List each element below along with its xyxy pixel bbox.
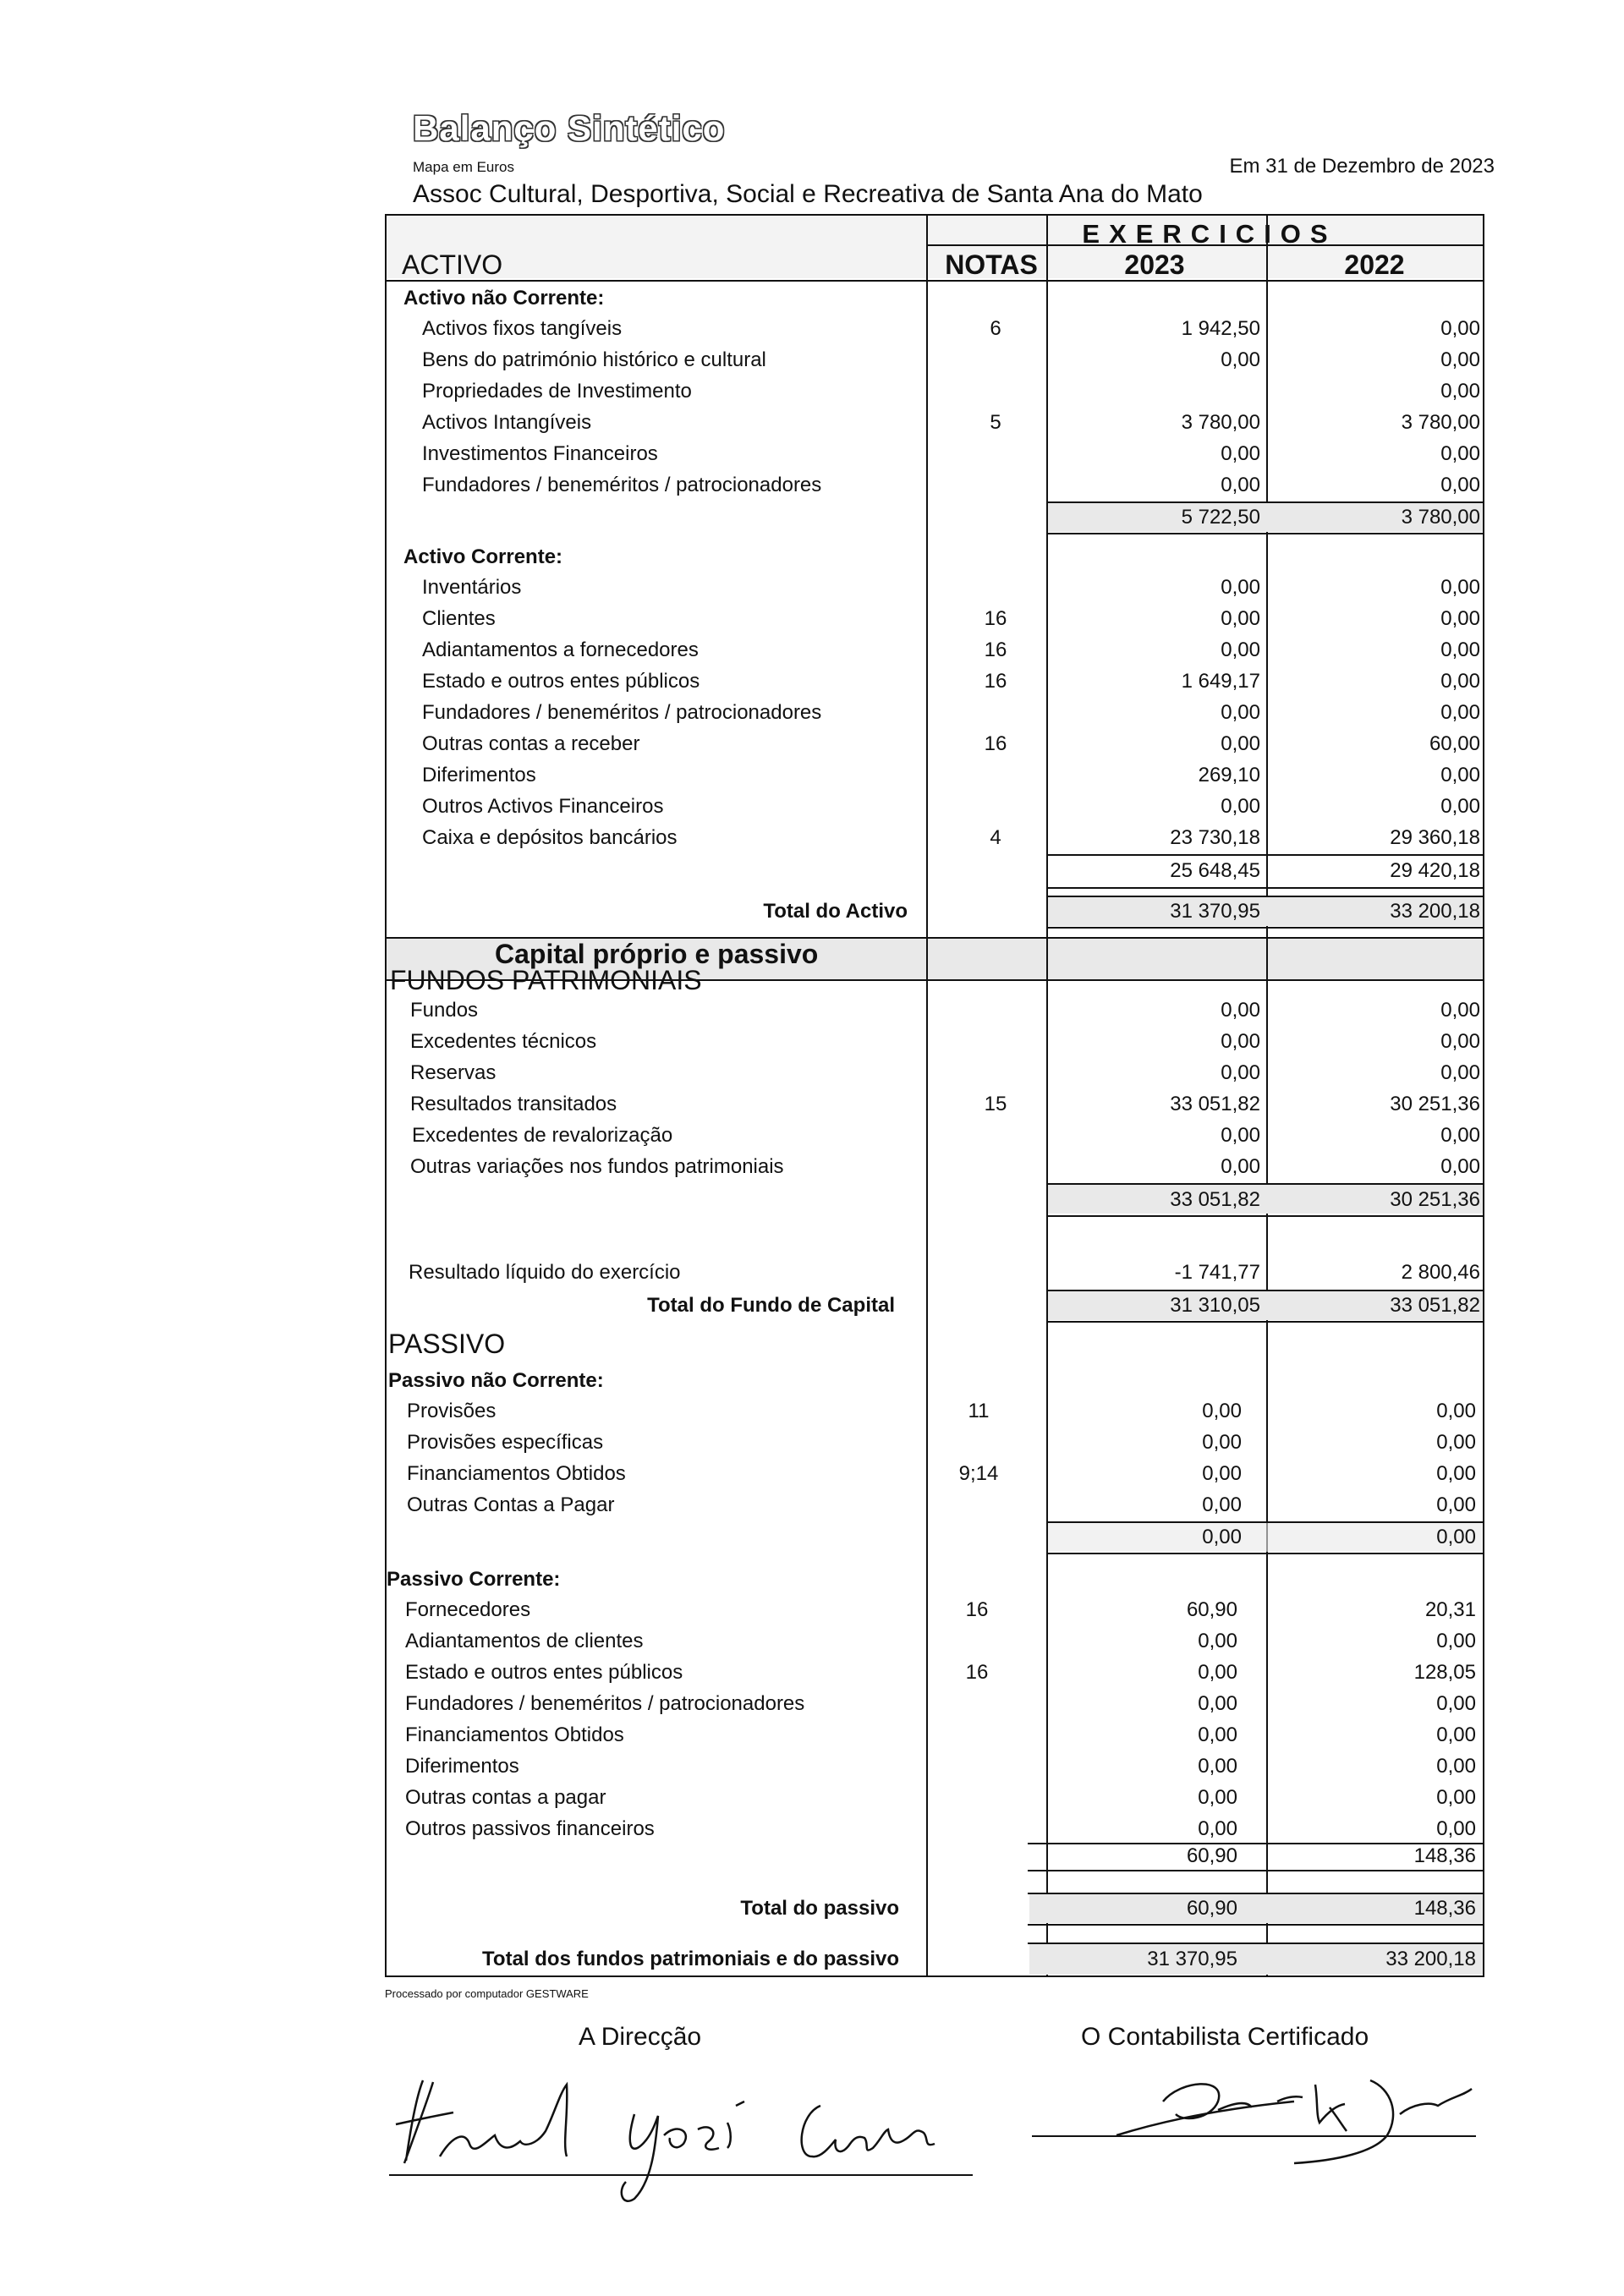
frame-top: [385, 214, 1484, 216]
table-row: Inventários 0,00 0,00: [422, 576, 1480, 599]
currency-note: Mapa em Euros: [413, 159, 514, 175]
table-row: Fundos 0,00 0,00: [410, 999, 1480, 1022]
capital-title: Capital próprio e passivo: [495, 939, 819, 969]
total-passivo-row: Total do passivo 60,90 148,36: [740, 1897, 1476, 1920]
total-rule: [1046, 1321, 1484, 1323]
contabilista-signature: [1015, 2055, 1489, 2173]
passivo-heading: PASSIVO: [388, 1329, 506, 1359]
table-row: Investimentos Financeiros 0,00 0,00: [422, 442, 1480, 465]
subtotal-rule: [1046, 533, 1484, 534]
table-row: Bens do património histórico e cultural 0,00 0,00: [422, 348, 1480, 371]
table-row: Estado e outros entes públicos 16 0,00 128,05: [405, 1661, 1476, 1684]
table-row: Outras Contas a Pagar 0,00 0,00: [407, 1493, 1476, 1516]
report-date: Em 31 de Dezembro de 2023: [1229, 155, 1495, 178]
header-exercicios: EXERCICIOS: [1082, 219, 1337, 249]
total-fundo-row: Total do Fundo de Capital 31 310,05 33 051,82: [647, 1294, 1480, 1317]
fundos-heading: FUNDOS PATRIMONIAIS: [390, 965, 702, 995]
total-activo-row: Total do Activo 31 370,95 33 200,18: [763, 900, 1480, 923]
table-row: Outros Activos Financeiros 0,00 0,00: [422, 795, 1480, 818]
table-row: Financiamentos Obtidos 9;14 0,00 0,00: [407, 1462, 1476, 1485]
frame-bottom: [385, 1975, 1484, 1977]
table-row: Outras variações nos fundos patrimoniais 0,00 0,00: [410, 1155, 1480, 1178]
subtotal-rule: [1046, 1553, 1484, 1554]
table-row: Adiantamentos de clientes 0,00 0,00: [405, 1630, 1476, 1652]
table-row: Estado e outros entes públicos 16 1 649,17 0,00: [422, 670, 1480, 693]
table-row: Activos Intangíveis 5 3 780,00 3 780,00: [422, 411, 1480, 434]
table-row: Activos fixos tangíveis 6 1 942,50 0,00: [422, 317, 1480, 340]
table-row: Outras contas a receber 16 0,00 60,00: [422, 732, 1480, 755]
table-row: Provisões específicas 0,00 0,00: [407, 1431, 1476, 1454]
subtotal-row: 60,90 148,36: [1186, 1844, 1476, 1867]
header-activo: ACTIVO: [402, 249, 503, 280]
table-row: Clientes 16 0,00 0,00: [422, 607, 1480, 630]
table-row: Excedentes de revalorização 0,00 0,00: [412, 1124, 1480, 1147]
total-rule: [1028, 1924, 1484, 1926]
subtotal-row: 33 051,82 30 251,36: [1170, 1188, 1480, 1211]
subtotal-row: 0,00 0,00: [1202, 1526, 1476, 1548]
subtotal-rule: [1046, 1215, 1484, 1217]
table-row: Fundadores / beneméritos / patrocionadores 0,00 0,00: [405, 1692, 1476, 1715]
contabilista-label: O Contabilista Certificado: [1081, 2023, 1369, 2051]
table-row: Outros passivos financeiros 0,00 0,00: [405, 1817, 1476, 1840]
total-geral-row: Total dos fundos patrimoniais e do passivo 31 370,95 33 200,18: [482, 1948, 1476, 1970]
subtotal-row: 25 648,45 29 420,18: [1170, 859, 1480, 882]
header-notas: NOTAS: [945, 249, 1038, 280]
page-title: Balanço Sintético: [413, 108, 726, 148]
section-heading: Activo não Corrente:: [403, 287, 605, 310]
total-rule: [1046, 927, 1484, 929]
section-heading: Passivo Corrente:: [387, 1568, 561, 1591]
subtotal-row: 5 722,50 3 780,00: [1181, 506, 1480, 529]
subtotal-rule: [1046, 887, 1484, 889]
table-row: Reservas 0,00 0,00: [410, 1061, 1480, 1084]
balance-sheet-table: [385, 214, 1484, 1977]
table-row: Financiamentos Obtidos 0,00 0,00: [405, 1723, 1476, 1746]
direccao-label: A Direcção: [579, 2023, 702, 2051]
header-year-2022: 2022: [1344, 249, 1405, 280]
table-row: Fundadores / beneméritos / patrocionadores 0,00 0,00: [422, 701, 1480, 724]
section-heading: Passivo não Corrente:: [388, 1369, 604, 1392]
table-row: Fundadores / beneméritos / patrocionadores 0,00 0,00: [422, 474, 1480, 496]
processed-by-note: Processado por computador GESTWARE: [385, 1987, 589, 2000]
table-row: Provisões 11 0,00 0,00: [407, 1400, 1476, 1422]
table-row: Diferimentos 269,10 0,00: [422, 764, 1480, 786]
header-year-2023: 2023: [1124, 249, 1185, 280]
direccao-signature: [372, 2063, 981, 2207]
section-heading: Activo Corrente:: [403, 545, 563, 568]
table-row: Adiantamentos a fornecedores 16 0,00 0,00: [422, 638, 1480, 661]
table-row: Fornecedores 16 60,90 20,31: [405, 1598, 1476, 1621]
resultado-row: Resultado líquido do exercício -1 741,77 2 800,46: [409, 1261, 1480, 1284]
table-row: Caixa e depósitos bancários 4 23 730,18 29 360,18: [422, 826, 1480, 849]
table-row: Diferimentos 0,00 0,00: [405, 1755, 1476, 1778]
entity-name: Assoc Cultural, Desportiva, Social e Recreativa de Santa Ana do Mato: [413, 180, 1203, 208]
table-row: Excedentes técnicos 0,00 0,00: [410, 1030, 1480, 1053]
table-row: Propriedades de Investimento 0,00: [422, 380, 1480, 403]
table-row: Outras contas a pagar 0,00 0,00: [405, 1786, 1476, 1809]
subtotal-rule: [1028, 1870, 1484, 1871]
table-row: Resultados transitados 15 33 051,82 30 251,36: [410, 1093, 1480, 1115]
